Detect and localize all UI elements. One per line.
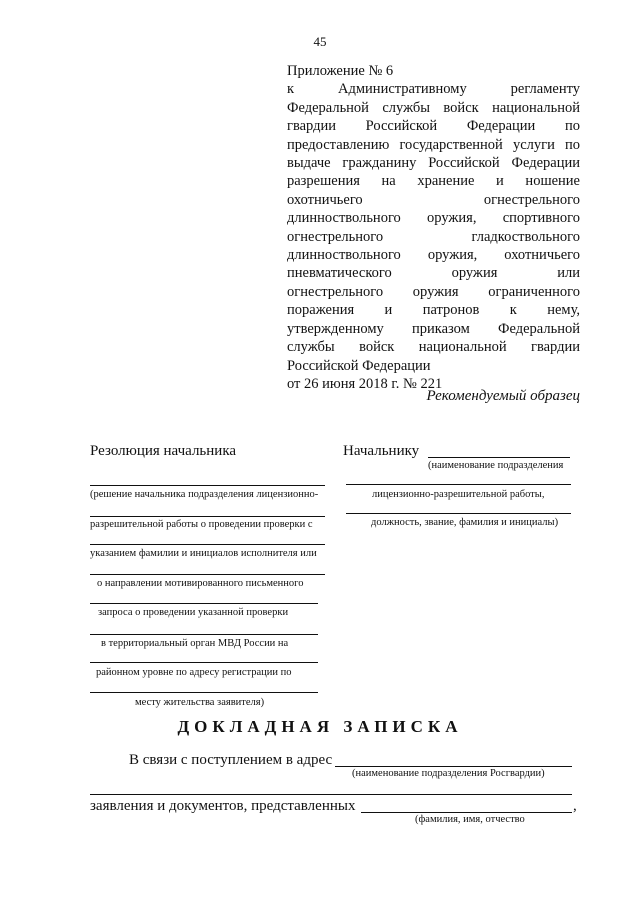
resolution-line [90, 634, 318, 635]
appendix-line: Российской Федерации [287, 357, 431, 374]
appendix-line: службы войск национальной гвардии [287, 339, 580, 356]
document-title: ДОКЛАДНАЯ ЗАПИСКА [177, 717, 463, 736]
body-hint-2: (фамилия, имя, отчество [415, 814, 525, 825]
addressee-label: Начальнику [343, 443, 420, 459]
resolution-hint: месту жительства заявителя) [135, 697, 265, 708]
appendix-line: Приложение № 6 [287, 63, 394, 79]
appendix-line: длинноствольного оружия, спортивного [287, 210, 580, 227]
resolution-line [90, 485, 325, 486]
resolution-hint: о направлении мотивированного письменного [97, 578, 304, 589]
resolution-line [90, 574, 325, 575]
resolution-line [90, 692, 318, 693]
body-line-2: заявления и документов, представленных [90, 798, 356, 814]
addressee-rule [346, 513, 571, 514]
appendix-line: утвержденному приказом Федеральной [287, 320, 580, 337]
appendix-line: от 26 июня 2018 г. № 221 [287, 375, 443, 392]
sample-note: Рекомендуемый образец [426, 388, 580, 404]
appendix-line: предоставлению государственной услуги по [287, 136, 580, 153]
appendix-line: длинноствольного оружия, охотничьего [287, 247, 580, 264]
resolution-line [90, 603, 318, 604]
addressee-line [428, 457, 570, 458]
appendix-line: к Административному регламенту [287, 81, 580, 98]
appendix-line: огнестрельного оружия ограниченного [287, 283, 580, 300]
resolution-hint: (решение начальника подразделения лицензионно- [90, 489, 319, 500]
resolution-hint: запроса о проведении указанной проверки [98, 607, 289, 618]
appendix-line: выдаче гражданину Российской Федерации [287, 155, 580, 172]
body-line-2-end: , [573, 798, 577, 814]
body-line-1: В связи с поступлением в адрес [129, 752, 333, 768]
addressee-hint: (наименование подразделения [428, 460, 564, 471]
appendix-line: огнестрельного гладкоствольного [287, 228, 580, 245]
resolution-title: Резолюция начальника [90, 443, 237, 459]
body-hint-1: (наименование подразделения Росгвардии) [352, 768, 545, 779]
appendix-line: пневматического оружия или [287, 265, 580, 282]
appendix-line: разрешения на хранение и ношение [287, 173, 580, 190]
addressee-hint: лицензионно-разрешительной работы, [372, 489, 545, 500]
resolution-hint: разрешительной работы о проведении проверки с [90, 519, 313, 530]
appendix-header [287, 62, 580, 393]
appendix-line: поражения и патронов к нему, [287, 302, 580, 319]
resolution-hint: указанием фамилии и инициалов исполнителя или [90, 548, 317, 559]
body-fill-line [361, 812, 572, 813]
body-fill-line [90, 794, 572, 795]
resolution-line [90, 544, 325, 545]
resolution-hint: в территориальный орган МВД России на [101, 638, 289, 649]
resolution-hint: районном уровне по адресу регистрации по [96, 667, 292, 678]
appendix-line: Федеральной службы войск национальной [287, 99, 580, 116]
page-number: 45 [313, 34, 327, 49]
addressee-hint: должность, звание, фамилия и инициалы) [371, 517, 559, 528]
addressee-rule [346, 484, 571, 485]
appendix-line: гвардии Российской Федерации по [287, 118, 580, 135]
body-fill-line [335, 766, 572, 767]
resolution-line [90, 662, 318, 663]
appendix-line: охотничьего огнестрельного [287, 191, 580, 208]
resolution-line [90, 516, 325, 517]
